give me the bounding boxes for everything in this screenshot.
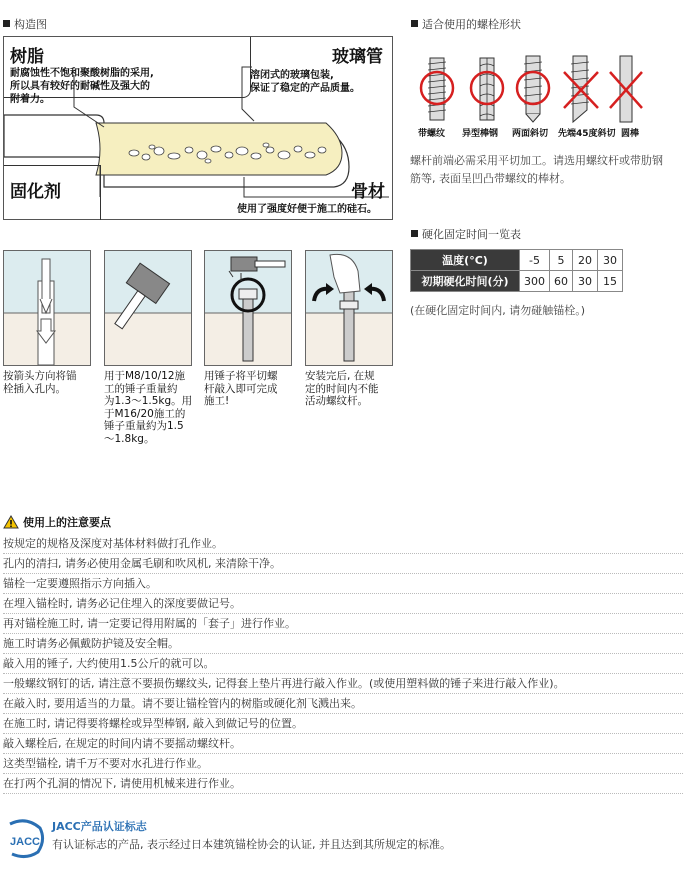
resin-label: 树脂 bbox=[10, 47, 44, 67]
jacc-title: JACC产品认证标志 bbox=[52, 820, 147, 833]
table-header-cure-time: 初期硬化时间(分) bbox=[411, 271, 520, 292]
note-item: 锚栓一定要遵照指示方向插入。 bbox=[3, 577, 157, 590]
glass-tube-label: 玻璃管 bbox=[332, 47, 383, 67]
screw-shapes-illustration bbox=[412, 52, 652, 130]
table-cell: -5 bbox=[520, 250, 550, 271]
table-cell: 5 bbox=[550, 250, 573, 271]
cure-time-table bbox=[410, 249, 623, 292]
bullet-square-icon bbox=[3, 20, 10, 27]
note-item: 敲入螺栓后, 在规定的时间内请不要摇动螺纹杆。 bbox=[3, 737, 241, 750]
table-cell: 60 bbox=[550, 271, 573, 292]
warning-icon bbox=[3, 515, 19, 529]
hardener-label: 固化剂 bbox=[10, 182, 61, 202]
bullet-square-icon bbox=[411, 230, 418, 237]
double-bevel-rod-icon bbox=[517, 56, 549, 122]
step-1-text: 按箭头方向将锚 栓插入孔内。 bbox=[3, 370, 77, 395]
structure-diagram bbox=[3, 36, 393, 220]
step-3-text: 用锤子将平切螺 杆敲入即可完成 施工! bbox=[204, 370, 278, 407]
shape-label-bevel-45: 先端45度斜切 bbox=[558, 129, 616, 139]
aggregate-label: 骨材 bbox=[351, 182, 385, 202]
step-4-text: 安装完后, 在规 定的时间内不能 活动螺纹杆。 bbox=[305, 370, 379, 407]
step-3-illustration bbox=[204, 250, 292, 366]
glass-tube-desc: 溶闭式的玻璃包装, 保证了稳定的产品质量。 bbox=[250, 70, 360, 94]
shapes-note: 螺杆前端必需采用平切加工。请选用螺纹杆或带肋钢 筋等, 表面呈凹凸带螺纹的棒材。 bbox=[410, 154, 663, 185]
note-item: 在敲入时, 要用适当的力量。请不要让锚栓管内的树脂或硬化剂飞溅出来。 bbox=[3, 697, 362, 710]
table-cell: 15 bbox=[598, 271, 623, 292]
step-4-illustration bbox=[305, 250, 393, 366]
round-bar-icon bbox=[610, 56, 642, 122]
note-item: 再对锚栓施工时, 请一定要记得用附属的「套子」进行作业。 bbox=[3, 617, 296, 630]
table-cell: 30 bbox=[573, 271, 598, 292]
svg-text:JACC: JACC bbox=[10, 836, 40, 848]
step-1-illustration bbox=[3, 250, 91, 366]
table-cell: 300 bbox=[520, 271, 550, 292]
note-item: 这类型锚栓, 请千万不要对水孔进行作业。 bbox=[3, 757, 208, 770]
table-header-temperature: 温度(°C) bbox=[411, 250, 520, 271]
note-item: 一般螺纹钢钉的话, 请注意不要损伤螺纹头, 记得套上垫片再进行敲入作业。(或使用塑料做的锤子来进行敲入作业)。 bbox=[3, 677, 565, 690]
table-row bbox=[411, 250, 623, 271]
structure-section-title: 构造图 bbox=[3, 16, 47, 32]
note-item: 孔内的清扫, 请务必使用金属毛刷和吹风机, 来清除干净。 bbox=[3, 557, 281, 570]
bevel-45-rod-icon bbox=[564, 56, 598, 122]
note-item: 按规定的规格及深度对基体材料做打孔作业。 bbox=[3, 537, 223, 550]
table-cell: 20 bbox=[573, 250, 598, 271]
note-item: 施工时请务必佩戴防护镜及安全帽。 bbox=[3, 637, 179, 650]
bullet-square-icon bbox=[411, 20, 418, 27]
step-2-text: 用于M8/10/12施 工的锤子重量約 为1.3～1.5kg。用 于M16/20施工的 锤子重量約为1.5 ～1.8kg。 bbox=[104, 370, 193, 445]
shape-label-deformed: 异型棒钢 bbox=[462, 129, 499, 139]
aggregate-desc: 使用了强度好便于施工的硅石。 bbox=[237, 204, 377, 215]
note-item: 在施工时, 请记得要将螺栓或异型棒钢, 敲入到做记号的位置。 bbox=[3, 717, 303, 730]
notes-heading: 使用上的注意要点 bbox=[3, 514, 111, 530]
shape-label-double-bevel: 两面斜切 bbox=[512, 129, 549, 139]
note-item: 敲入用的锤子, 大约使用1.5公斤的就可以。 bbox=[3, 657, 215, 670]
resin-desc: 耐腐蚀性不饱和聚酸树脂的采用, 所以具有较好的耐碱性及强大的 附着力。 bbox=[10, 68, 154, 105]
shape-label-round-bar: 圆棒 bbox=[621, 129, 640, 139]
shapes-section-title: 适合使用的螺栓形状 bbox=[411, 16, 521, 32]
jacc-logo bbox=[4, 818, 46, 860]
note-item: 在埋入锚栓时, 请务必记住埋入的深度要做记号。 bbox=[3, 597, 241, 610]
table-cell: 30 bbox=[598, 250, 623, 271]
step-2-illustration bbox=[104, 250, 192, 366]
table-row bbox=[411, 271, 623, 292]
cure-note: (在硬化固定时间内, 请勿碰触锚栓。) bbox=[410, 304, 586, 317]
deformed-bar-icon bbox=[471, 58, 503, 120]
shape-label-threaded: 带螺纹 bbox=[418, 129, 446, 139]
jacc-desc: 有认证标志的产品, 表示经过日本建筑锚栓协会的认证, 并且达到其所规定的标准。 bbox=[52, 838, 451, 851]
cure-section-title: 硬化固定时间一览表 bbox=[411, 226, 521, 242]
note-item: 在打两个孔洞的情况下, 请使用机械来进行作业。 bbox=[3, 777, 241, 790]
threaded-rod-icon bbox=[421, 58, 453, 120]
divider bbox=[3, 793, 683, 794]
